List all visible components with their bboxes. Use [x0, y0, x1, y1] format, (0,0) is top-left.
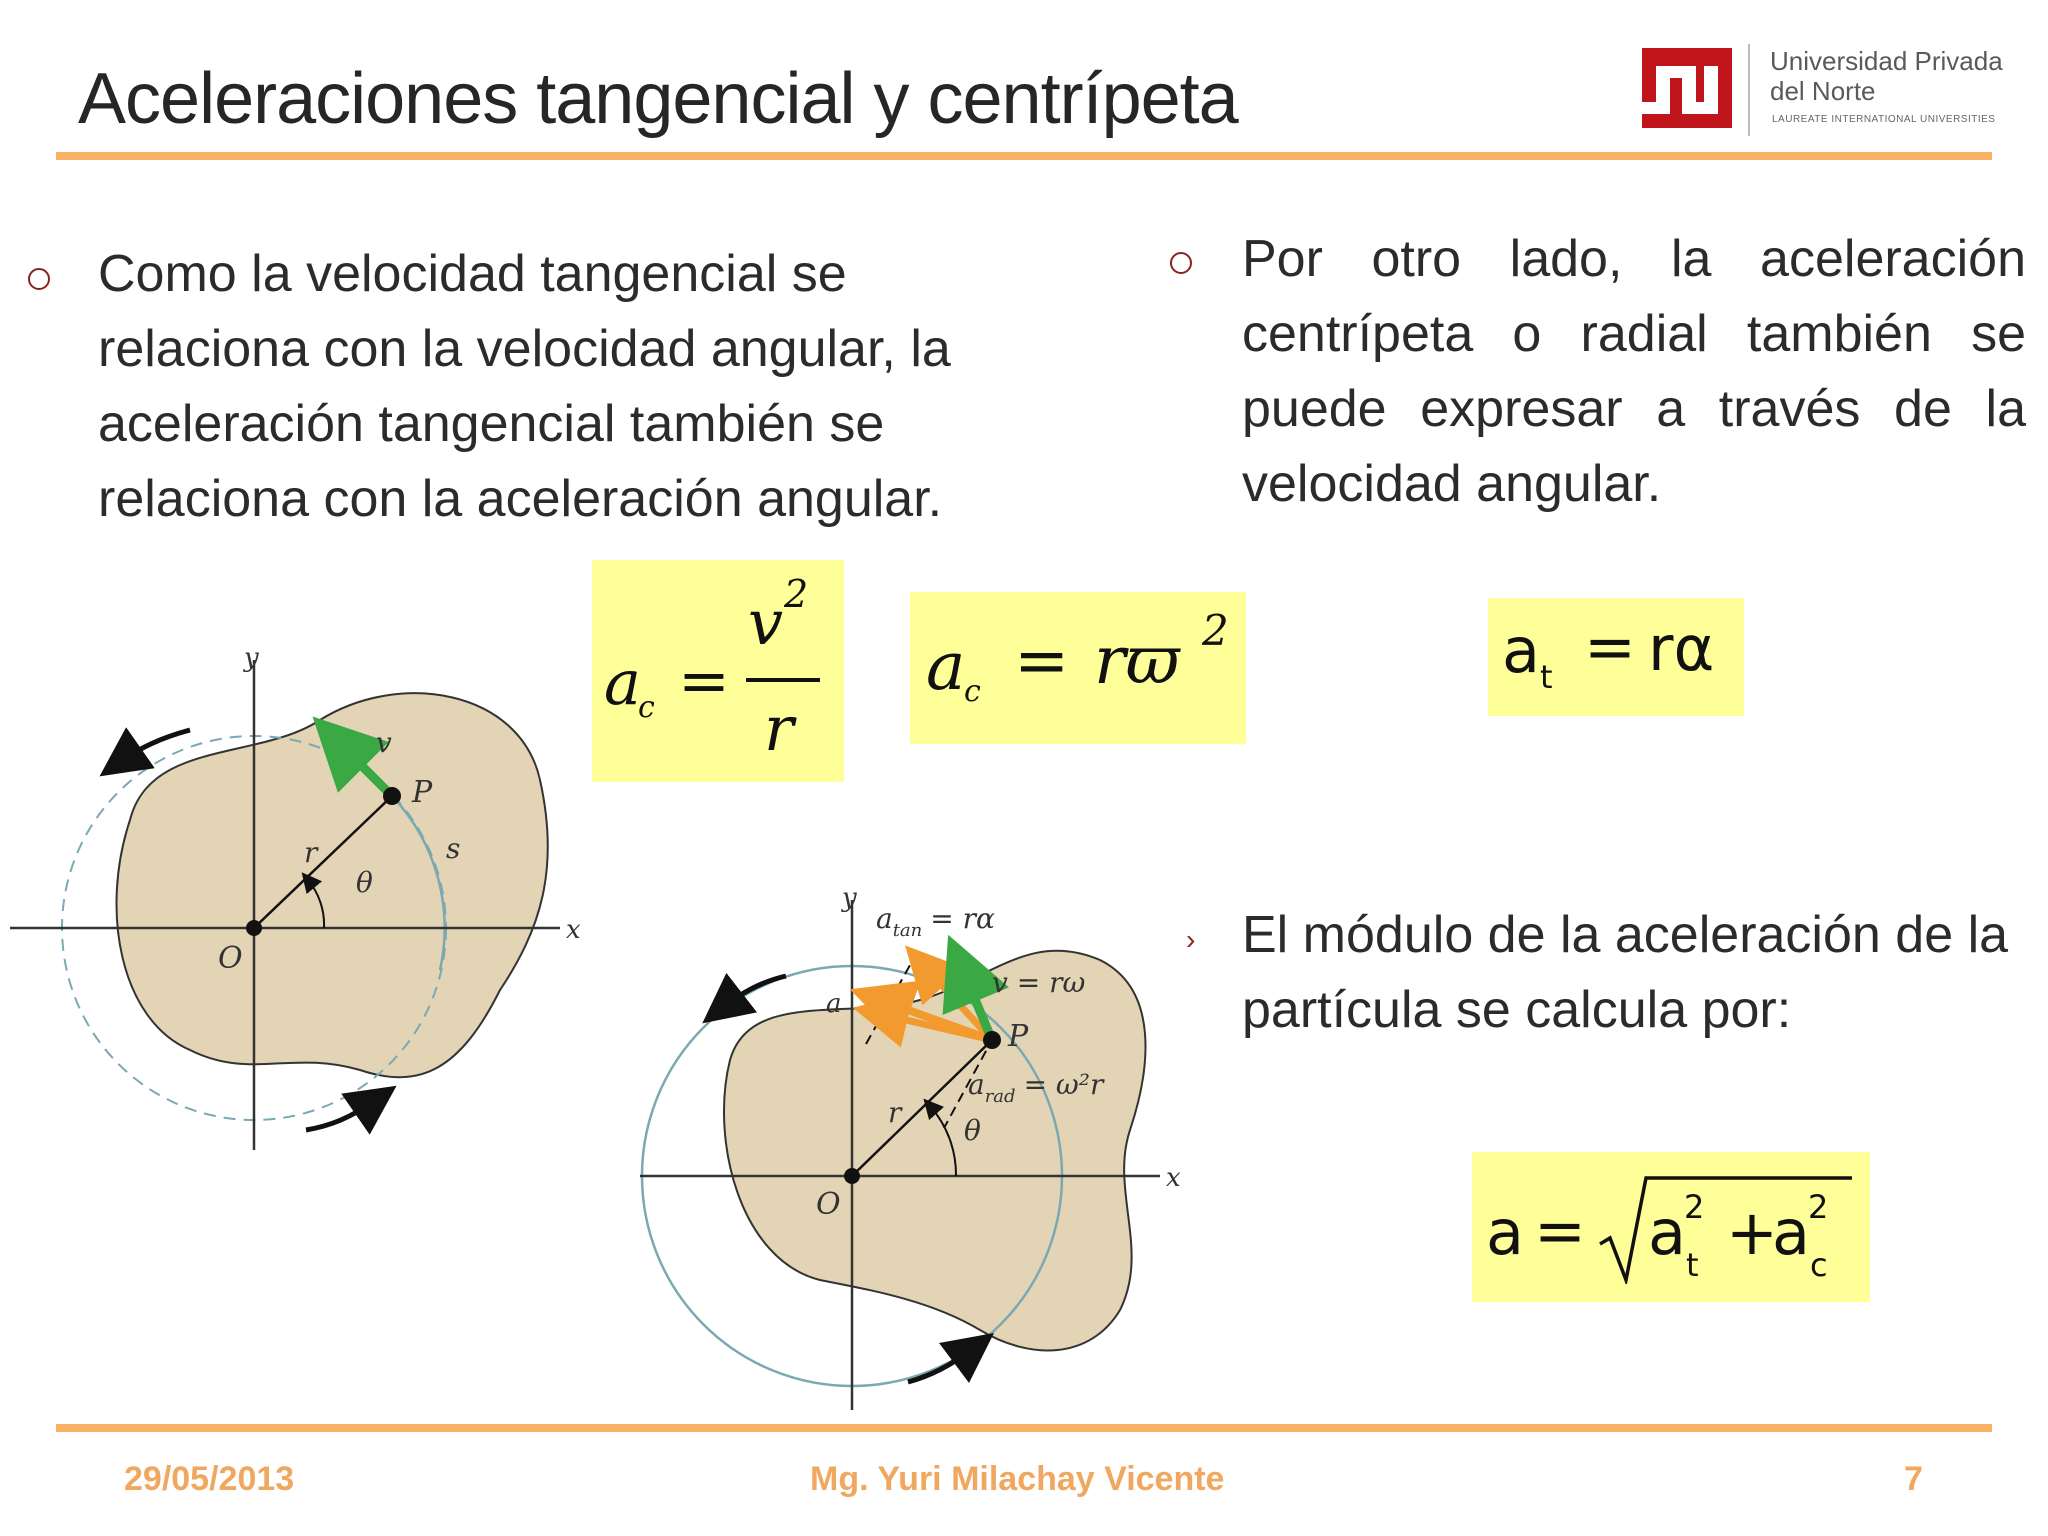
footer-rule	[56, 1424, 1992, 1432]
label-r: r	[304, 836, 318, 869]
logo-divider	[1748, 44, 1750, 136]
point-P	[983, 1031, 1001, 1049]
label-O: O	[816, 1187, 841, 1222]
formula-equals: =	[1014, 622, 1070, 699]
formula-r-omega: rϖ	[1094, 622, 1180, 699]
logo-mark-icon	[1642, 48, 1732, 128]
formula-a: a	[1486, 1196, 1524, 1269]
figure-rigid-body-rotation	[0, 630, 600, 1170]
formula-r-alpha: rα	[1648, 612, 1715, 685]
formula-sub-t: t	[1540, 658, 1553, 696]
formula-a-c: a	[1772, 1196, 1810, 1269]
bullet-text-left: Como la velocidad tangencial se relaciona con la velocidad angular, la aceleración tangencial también se relaciona con la aceleración angular.	[98, 245, 951, 528]
origin-point	[246, 920, 262, 936]
label-a: a	[826, 989, 842, 1019]
formula-sub-c: c	[964, 674, 981, 709]
formula-sub-c: c	[1810, 1246, 1828, 1284]
bullet-text-right-top: Por otro lado, la aceleración centrípeta o radial también se puede expresar a través de la velocidad angular.	[1242, 230, 2026, 513]
label-v: v	[376, 726, 392, 759]
fraction-bar	[746, 678, 820, 682]
formula-denominator-r: r	[764, 692, 794, 765]
bullet-marker	[28, 268, 50, 290]
label-v-eq: v = rω	[992, 966, 1086, 999]
label-P: P	[1008, 1019, 1029, 1054]
formula-plus: +	[1726, 1196, 1778, 1269]
formula-equals: =	[1584, 610, 1636, 683]
label-O: O	[218, 941, 243, 976]
formula-exponent-2: 2	[1202, 606, 1229, 655]
formula-sup-2: 2	[1808, 1188, 1829, 1226]
label-x: x	[566, 915, 581, 945]
label-a-tan: $a_{tan} = r\alpha$	[876, 902, 995, 941]
formula-a: a	[1502, 614, 1540, 687]
footer-author: Mg. Yuri Milachay Vicente	[810, 1460, 1225, 1498]
rigid-body-shape	[724, 951, 1145, 1351]
rotation-arrow-top	[120, 730, 190, 762]
label-x: x	[1166, 1163, 1181, 1193]
formula-equals: =	[1534, 1194, 1586, 1267]
footer-page-number: 7	[1904, 1460, 1923, 1498]
origin-point	[844, 1168, 860, 1184]
label-y: y	[842, 883, 857, 913]
label-r: r	[888, 1096, 902, 1129]
rotation-arrow-top	[722, 976, 786, 1008]
header-rule	[56, 152, 1992, 160]
formula-a: a	[604, 646, 641, 719]
formula-ac-v2-over-r	[592, 560, 844, 782]
formula-numerator-v: v	[748, 586, 784, 659]
bullet-marker-small: ›	[1186, 924, 1196, 955]
footer-date: 29/05/2013	[124, 1460, 295, 1498]
formula-sup-2: 2	[1684, 1188, 1705, 1226]
formula-acceleration-magnitude	[1472, 1152, 1870, 1302]
label-a-rad: $a_{rad} = \omega^2r$	[968, 1068, 1104, 1107]
logo-name-line1: Universidad Privada	[1770, 46, 2003, 76]
label-theta: θ	[964, 1114, 981, 1147]
formula-exponent-2: 2	[784, 572, 809, 616]
formula-sub-c: c	[638, 690, 655, 725]
label-theta: θ	[356, 866, 373, 899]
slide-title: Aceleraciones tangencial y centrípeta	[78, 59, 1238, 139]
bullet-text-right-bottom: El módulo de la aceleración de la partícula se calcula por:	[1242, 906, 2009, 1039]
label-P: P	[412, 775, 433, 810]
formula-at-r-alpha	[1488, 598, 1744, 716]
formula-a: a	[926, 628, 966, 705]
point-P	[383, 787, 401, 805]
formula-equals: =	[678, 644, 730, 717]
rotation-arrow-bottom	[306, 1100, 376, 1130]
formula-ac-r-omega2	[910, 592, 1246, 744]
logo-name-line2: del Norte	[1770, 76, 1876, 106]
label-y: y	[244, 643, 259, 673]
label-s: s	[446, 832, 461, 865]
logo-tagline: LAUREATE INTERNATIONAL UNIVERSITIES	[1772, 114, 1996, 125]
formula-a-t: a	[1648, 1196, 1686, 1269]
figure-acceleration-components	[630, 870, 1190, 1410]
bullet-marker	[1170, 252, 1192, 274]
formula-sub-t: t	[1686, 1246, 1699, 1284]
